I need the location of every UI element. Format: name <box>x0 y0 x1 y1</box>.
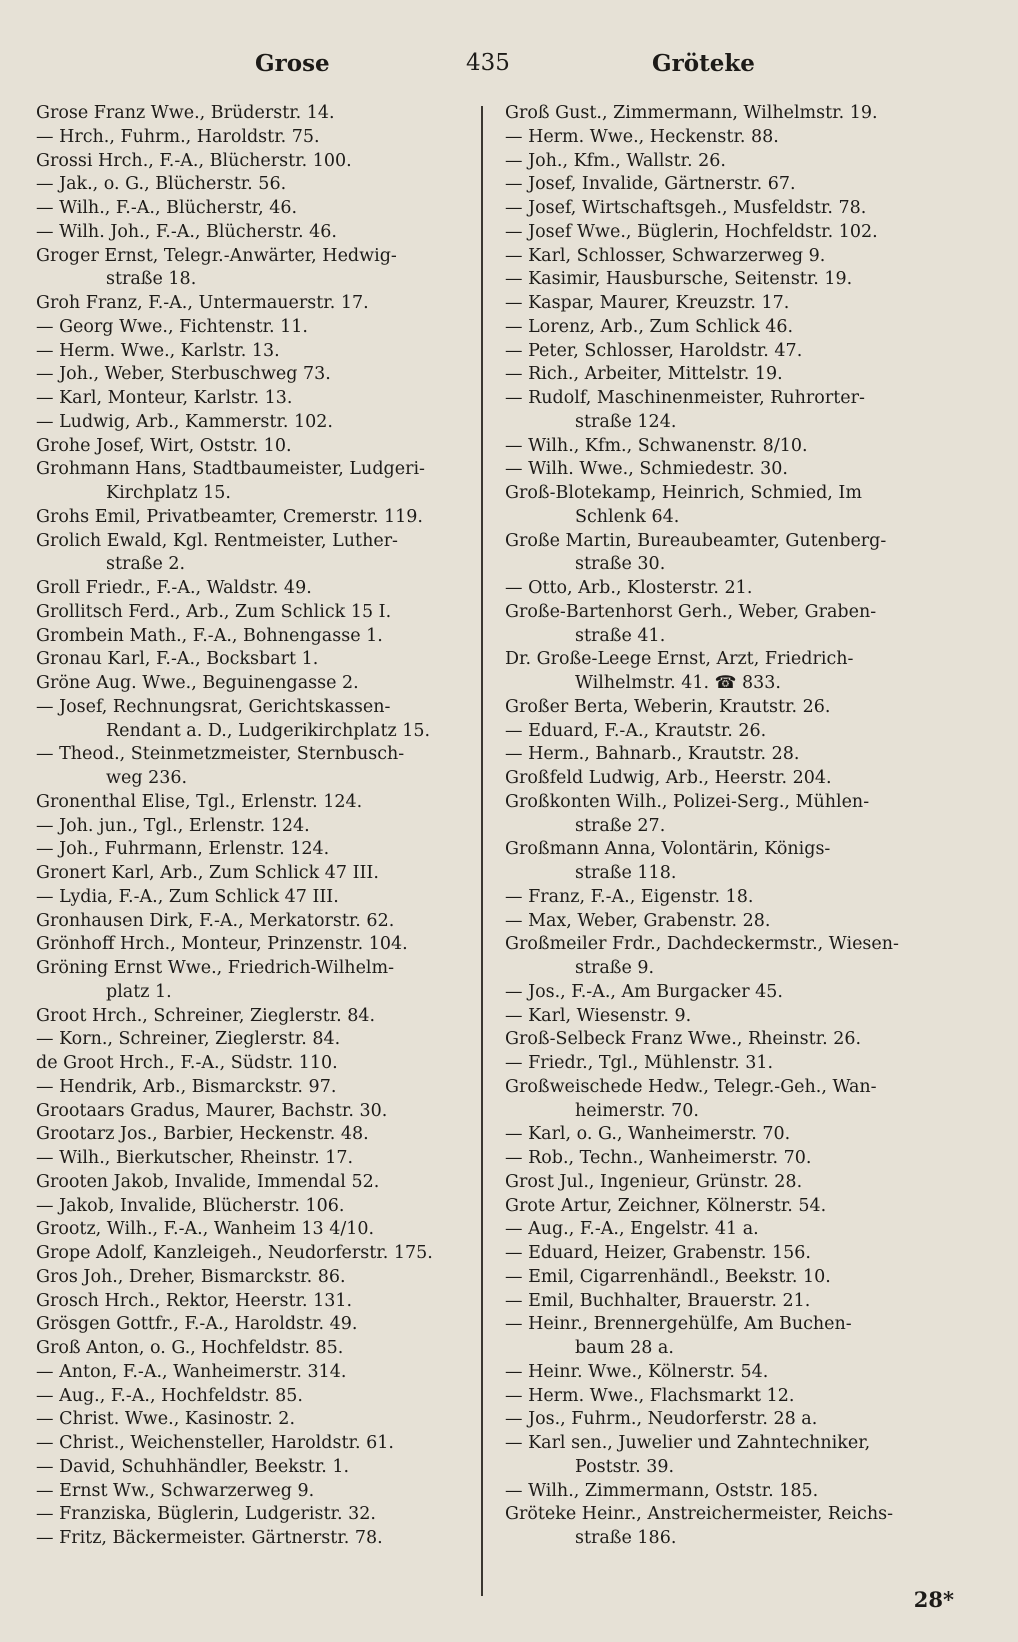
entry-line: — Lydia, F.-A., Zum Schlick 47 III. <box>36 886 339 907</box>
entry-line: — Theod., Steinmetzmeister, Sternbusch- <box>36 744 405 765</box>
directory-entry <box>505 482 935 530</box>
directory-entry <box>36 530 476 578</box>
entry-line: — Emil, Buchhalter, Brauerstr. 21. <box>505 1290 811 1311</box>
directory-entry <box>36 601 476 625</box>
entry-line: Grohmann Hans, Stadtbaumeister, Ludgeri- <box>36 459 425 480</box>
entry-line: — Jak., o. G., Blücherstr. 56. <box>36 174 287 195</box>
entry-line: — Fritz, Bäckermeister. Gärtnerstr. 78. <box>36 1528 383 1548</box>
entry-line: — Hendrik, Arb., Bismarckstr. 97. <box>36 1076 337 1097</box>
directory-entry <box>505 316 935 340</box>
entry-continuation: straße 41. <box>575 625 666 646</box>
directory-entry <box>36 292 476 316</box>
directory-entry <box>505 1171 935 1195</box>
entry-continuation: Rendant a. D., Ludgerikirchplatz 15. <box>106 720 431 741</box>
directory-entry <box>505 1432 935 1480</box>
directory-entry <box>505 767 935 791</box>
directory-entry <box>505 245 935 269</box>
entry-line: — Josef, Rechnungsrat, Gerichtskassen- <box>36 696 391 717</box>
directory-entry <box>36 838 476 862</box>
entry-line: — Eduard, Heizer, Grabenstr. 156. <box>505 1243 811 1263</box>
directory-entry <box>36 197 476 221</box>
directory-entry <box>36 1408 476 1432</box>
entry-line: — Herm. Wwe., Karlstr. 13. <box>36 340 280 361</box>
directory-entry <box>36 435 476 459</box>
directory-entry <box>36 1456 476 1480</box>
entry-line: Grombein Math., F.-A., Bohnengasse 1. <box>36 625 383 646</box>
directory-entry <box>36 1480 476 1504</box>
entry-line: Grosch Hrch., Rektor, Heerstr. 131. <box>36 1290 353 1311</box>
directory-entry <box>505 577 935 601</box>
directory-entry <box>36 957 476 1005</box>
entry-line: Grost Jul., Ingenieur, Grünstr. 28. <box>505 1171 803 1192</box>
directory-entry <box>505 1028 935 1052</box>
entry-line: Groß-Selbeck Franz Wwe., Rheinstr. 26. <box>505 1029 862 1050</box>
entry-line: Großkonten Wilh., Polizei-Serg., Mühlen- <box>505 791 870 812</box>
directory-entry <box>505 1503 935 1551</box>
entry-line: — Rich., Arbeiter, Mittelstr. 19. <box>505 364 783 385</box>
directory-entry <box>505 838 935 886</box>
entry-line: Grote Artur, Zeichner, Kölnerstr. 54. <box>505 1195 827 1216</box>
directory-entry <box>505 886 935 910</box>
directory-entry <box>505 791 935 839</box>
directory-entry <box>505 292 935 316</box>
entry-line: Groh Franz, F.-A., Untermauerstr. 17. <box>36 293 369 313</box>
entry-line: Groß Gust., Zimmermann, Wilhelmstr. 19. <box>505 103 878 123</box>
entry-continuation: heimerstr. 70. <box>575 1100 699 1121</box>
directory-entry <box>505 435 935 459</box>
directory-entry <box>36 1361 476 1385</box>
entry-line: — Wilh., F.-A., Blücherstr, 46. <box>36 198 298 218</box>
entry-continuation: straße 2. <box>106 554 186 575</box>
entry-line: Grootarz Jos., Barbier, Heckenstr. 48. <box>36 1124 369 1145</box>
directory-entry <box>505 340 935 364</box>
directory-entry <box>36 1432 476 1456</box>
entry-line: — Friedr., Tgl., Mühlenstr. 31. <box>505 1053 774 1073</box>
directory-entry <box>36 1242 476 1266</box>
directory-entry <box>505 1480 935 1504</box>
entry-line: Gröteke Heinr., Anstreichermeister, Reichs- <box>505 1504 894 1525</box>
entry-line: — Ludwig, Arb., Kammerstr. 102. <box>36 411 333 432</box>
directory-entry <box>36 316 476 340</box>
directory-entry <box>505 1195 935 1219</box>
entry-line: Grohe Josef, Wirt, Oststr. 10. <box>36 435 292 456</box>
directory-entry <box>36 1337 476 1361</box>
entry-continuation: baum 28 a. <box>575 1338 674 1358</box>
entry-line: Große-Bartenhorst Gerh., Weber, Graben- <box>505 601 877 622</box>
directory-entry <box>36 1147 476 1171</box>
directory-entry <box>36 696 476 744</box>
directory-entry <box>505 1242 935 1266</box>
directory-entry <box>36 411 476 435</box>
directory-entry <box>505 696 935 720</box>
entry-continuation: platz 1. <box>106 981 172 1002</box>
entry-line: — Anton, F.-A., Wanheimerstr. 314. <box>36 1361 347 1382</box>
directory-entry <box>505 1385 935 1409</box>
column-divider <box>481 106 483 1596</box>
entry-line: — Josef, Invalide, Gärtnerstr. 67. <box>505 174 796 195</box>
entry-line: — Christ., Weichensteller, Haroldstr. 61. <box>36 1433 394 1453</box>
directory-entry <box>505 910 935 934</box>
directory-entry <box>36 1028 476 1052</box>
entry-line: Grose Franz Wwe., Brüderstr. 14. <box>36 103 335 123</box>
directory-entry <box>36 648 476 672</box>
entry-line: — Karl, Monteur, Karlstr. 13. <box>36 388 293 408</box>
entry-line: — Joh., Weber, Sterbuschweg 73. <box>36 364 331 385</box>
directory-entry <box>505 102 935 126</box>
entry-line: — Rob., Techn., Wanheimerstr. 70. <box>505 1148 812 1168</box>
entry-line: Groß-Blotekamp, Heinrich, Schmied, Im <box>505 483 862 503</box>
entry-line: — Herm. Wwe., Heckenstr. 88. <box>505 126 779 147</box>
directory-entry <box>505 1408 935 1432</box>
directory-entry <box>36 743 476 791</box>
entry-line: — Josef Wwe., Büglerin, Hochfeldstr. 102. <box>505 221 878 242</box>
entry-line: Großweischede Hedw., Telegr.-Geh., Wan- <box>505 1076 877 1097</box>
entry-continuation: straße 27. <box>575 815 666 836</box>
directory-entry <box>36 1005 476 1029</box>
directory-entry <box>36 1290 476 1314</box>
entry-line: Gronhausen Dirk, F.-A., Merkatorstr. 62. <box>36 910 395 931</box>
right-column <box>505 102 935 1551</box>
entry-line: — Georg Wwe., Fichtenstr. 11. <box>36 316 308 337</box>
entry-line: — Joh. jun., Tgl., Erlenstr. 124. <box>36 815 310 836</box>
entry-line: — Christ. Wwe., Kasinostr. 2. <box>36 1409 296 1430</box>
directory-entry <box>36 1123 476 1147</box>
entry-continuation: straße 186. <box>575 1528 677 1548</box>
running-head-right: Gröteke <box>652 50 755 77</box>
entry-line: — Wilh., Bierkutscher, Rheinstr. 17. <box>36 1148 354 1168</box>
entry-continuation: straße 9. <box>575 958 655 978</box>
entry-continuation: straße 124. <box>575 411 677 432</box>
directory-entry <box>36 1527 476 1551</box>
entry-line: — Otto, Arb., Klosterstr. 21. <box>505 578 753 598</box>
directory-entry <box>505 1005 935 1029</box>
entry-line: de Groot Hrch., F.-A., Südstr. 110. <box>36 1053 338 1073</box>
entry-line: — Wilh. Joh., F.-A., Blücherstr. 46. <box>36 221 337 242</box>
entry-line: — Hrch., Fuhrm., Haroldstr. 75. <box>36 126 320 147</box>
sheet-signature: 28* <box>913 1587 954 1612</box>
directory-entry <box>36 886 476 910</box>
directory-entry <box>36 1171 476 1195</box>
directory-entry <box>505 530 935 578</box>
directory-entry <box>36 173 476 197</box>
entry-continuation: Kirchplatz 15. <box>106 483 231 503</box>
directory-entry <box>36 387 476 411</box>
entry-line: — Aug., F.-A., Engelstr. 41 a. <box>505 1219 759 1240</box>
directory-entry <box>505 126 935 150</box>
entry-line: Großfeld Ludwig, Arb., Heerstr. 204. <box>505 768 832 788</box>
directory-entry <box>505 173 935 197</box>
directory-entry <box>36 862 476 886</box>
entry-line: — Eduard, F.-A., Krautstr. 26. <box>505 720 767 741</box>
directory-entry <box>36 506 476 530</box>
entry-line: Grooten Jakob, Invalide, Immendal 52. <box>36 1171 380 1192</box>
entry-line: Groot Hrch., Schreiner, Zieglerstr. 84. <box>36 1005 376 1026</box>
entry-line: — Karl, Wiesenstr. 9. <box>505 1005 692 1026</box>
entry-continuation: straße 30. <box>575 554 666 575</box>
entry-line: Grolich Ewald, Kgl. Rentmeister, Luther- <box>36 530 398 551</box>
directory-entry <box>505 743 935 767</box>
directory-entry <box>505 387 935 435</box>
directory-entry <box>36 910 476 934</box>
directory-entry <box>36 150 476 174</box>
entry-line: — Karl sen., Juwelier und Zahntechniker, <box>505 1433 871 1453</box>
directory-entry <box>505 601 935 649</box>
entry-line: Gros Joh., Dreher, Bismarckstr. 86. <box>36 1266 346 1287</box>
entry-line: — David, Schuhhändler, Beekstr. 1. <box>36 1456 350 1477</box>
entry-line: — Jos., F.-A., Am Burgacker 45. <box>505 981 783 1002</box>
directory-entry <box>36 126 476 150</box>
entry-line: — Franz, F.-A., Eigenstr. 18. <box>505 886 754 907</box>
directory-entry <box>36 1385 476 1409</box>
entry-line: — Herm. Wwe., Flachsmarkt 12. <box>505 1385 795 1406</box>
entry-line: — Kasimir, Hausbursche, Seitenstr. 19. <box>505 269 853 290</box>
directory-entry <box>36 458 476 506</box>
entry-line: — Wilh., Kfm., Schwanenstr. 8/10. <box>505 435 808 456</box>
entry-line: — Franziska, Büglerin, Ludgeristr. 32. <box>36 1504 376 1525</box>
directory-entry <box>36 221 476 245</box>
directory-entry <box>505 1290 935 1314</box>
entry-line: — Karl, o. G., Wanheimerstr. 70. <box>505 1124 791 1145</box>
directory-entry <box>505 1147 935 1171</box>
entry-continuation: Wilhelmstr. 41. ☎ 833. <box>575 673 781 693</box>
directory-entry <box>36 245 476 293</box>
entry-line: Groll Friedr., F.-A., Waldstr. 49. <box>36 578 312 598</box>
entry-line: Gröne Aug. Wwe., Beguinengasse 2. <box>36 673 359 693</box>
directory-entry <box>36 1218 476 1242</box>
directory-entry <box>36 1313 476 1337</box>
directory-entry <box>505 1052 935 1076</box>
entry-line: Grohs Emil, Privatbeamter, Cremerstr. 119. <box>36 506 423 527</box>
entry-line: — Aug., F.-A., Hochfeldstr. 85. <box>36 1385 303 1406</box>
directory-entry <box>36 672 476 696</box>
entry-line: Grösgen Gottfr., F.-A., Haroldstr. 49. <box>36 1314 358 1335</box>
entry-line: Gronenthal Elise, Tgl., Erlenstr. 124. <box>36 791 363 812</box>
directory-entry <box>505 981 935 1005</box>
directory-entry <box>36 1052 476 1076</box>
entry-line: — Joh., Fuhrmann, Erlenstr. 124. <box>36 839 330 860</box>
directory-entry <box>505 1266 935 1290</box>
entry-line: Dr. Große-Leege Ernst, Arzt, Friedrich- <box>505 649 854 670</box>
directory-entry <box>505 197 935 221</box>
directory-entry <box>36 340 476 364</box>
entry-line: — Jos., Fuhrm., Neudorferstr. 28 a. <box>505 1409 818 1430</box>
directory-entry <box>36 1195 476 1219</box>
entry-line: Grootaars Gradus, Maurer, Bachstr. 30. <box>36 1100 388 1121</box>
directory-entry <box>505 221 935 245</box>
directory-entry <box>36 933 476 957</box>
entry-continuation: straße 18. <box>106 269 197 290</box>
entry-line: — Emil, Cigarrenhändl., Beekstr. 10. <box>505 1266 831 1287</box>
entry-line: — Peter, Schlosser, Haroldstr. 47. <box>505 340 803 361</box>
entry-line: Grossi Hrch., F.-A., Blücherstr. 100. <box>36 150 352 171</box>
entry-line: — Ernst Ww., Schwarzerweg 9. <box>36 1480 315 1501</box>
entry-line: — Josef, Wirtschaftsgeh., Musfeldstr. 78. <box>505 198 867 218</box>
entry-line: — Lorenz, Arb., Zum Schlick 46. <box>505 316 794 337</box>
entry-line: Grönhoff Hrch., Monteur, Prinzenstr. 104. <box>36 934 408 955</box>
entry-line: — Kaspar, Maurer, Kreuzstr. 17. <box>505 293 790 313</box>
entry-line: Grope Adolf, Kanzleigeh., Neudorferstr. 175. <box>36 1243 433 1263</box>
entry-line: Gronert Karl, Arb., Zum Schlick 47 III. <box>36 863 379 883</box>
entry-line: — Heinr. Wwe., Kölnerstr. 54. <box>505 1361 769 1382</box>
entry-line: — Karl, Schlosser, Schwarzerweg 9. <box>505 245 826 266</box>
directory-entry <box>505 1076 935 1124</box>
entry-line: Groger Ernst, Telegr.-Anwärter, Hedwig- <box>36 245 397 266</box>
directory-entry <box>505 648 935 696</box>
entry-line: Großmann Anna, Volontärin, Königs- <box>505 839 831 860</box>
entry-continuation: straße 118. <box>575 863 677 883</box>
entry-line: Groß Anton, o. G., Hochfeldstr. 85. <box>36 1338 344 1358</box>
entry-line: — Herm., Bahnarb., Krautstr. 28. <box>505 744 800 765</box>
directory-entry <box>36 1100 476 1124</box>
entry-line: — Korn., Schreiner, Zieglerstr. 84. <box>36 1029 341 1050</box>
entry-continuation: weg 236. <box>106 768 188 788</box>
directory-entry <box>505 933 935 981</box>
directory-entry <box>36 625 476 649</box>
directory-entry <box>36 1503 476 1527</box>
directory-entry <box>36 363 476 387</box>
entry-line: Grollitsch Ferd., Arb., Zum Schlick 15 I. <box>36 601 392 622</box>
running-head-left: Grose <box>255 50 330 77</box>
entry-line: Große Martin, Bureaubeamter, Gutenberg- <box>505 530 887 551</box>
directory-entry <box>505 720 935 744</box>
entry-line: Großmeiler Frdr., Dachdeckermstr., Wiesen- <box>505 934 899 955</box>
entry-line: — Rudolf, Maschinenmeister, Ruhrorter- <box>505 388 865 408</box>
entry-line: — Heinr., Brennergehülfe, Am Buchen- <box>505 1314 852 1335</box>
entry-line: — Wilh. Wwe., Schmiedestr. 30. <box>505 459 788 480</box>
entry-line: — Wilh., Zimmermann, Oststr. 185. <box>505 1480 819 1501</box>
directory-entry <box>36 102 476 126</box>
entry-continuation: Poststr. 39. <box>575 1456 675 1477</box>
directory-entry <box>505 1361 935 1385</box>
directory-entry <box>505 363 935 387</box>
directory-entry <box>505 1123 935 1147</box>
entry-line: Gröning Ernst Wwe., Friedrich-Wilhelm- <box>36 958 395 978</box>
directory-entry <box>36 1266 476 1290</box>
entry-line: — Joh., Kfm., Wallstr. 26. <box>505 150 726 171</box>
directory-entry <box>36 791 476 815</box>
entry-line: Großer Berta, Weberin, Krautstr. 26. <box>505 696 831 717</box>
directory-entry <box>505 268 935 292</box>
entry-line: — Max, Weber, Grabenstr. 28. <box>505 910 771 931</box>
directory-entry <box>36 1076 476 1100</box>
directory-entry <box>505 458 935 482</box>
entry-line: — Jakob, Invalide, Blücherstr. 106. <box>36 1195 345 1216</box>
entry-continuation: Schlenk 64. <box>575 506 680 527</box>
page-number: 435 <box>466 50 510 76</box>
entry-line: Grootz, Wilh., F.-A., Wanheim 13 4/10. <box>36 1219 375 1240</box>
directory-entry <box>36 577 476 601</box>
left-column <box>36 102 476 1551</box>
entry-line: Gronau Karl, F.-A., Bocksbart 1. <box>36 649 319 670</box>
directory-entry <box>505 150 935 174</box>
directory-entry <box>505 1313 935 1361</box>
directory-entry <box>36 815 476 839</box>
directory-entry <box>505 1218 935 1242</box>
